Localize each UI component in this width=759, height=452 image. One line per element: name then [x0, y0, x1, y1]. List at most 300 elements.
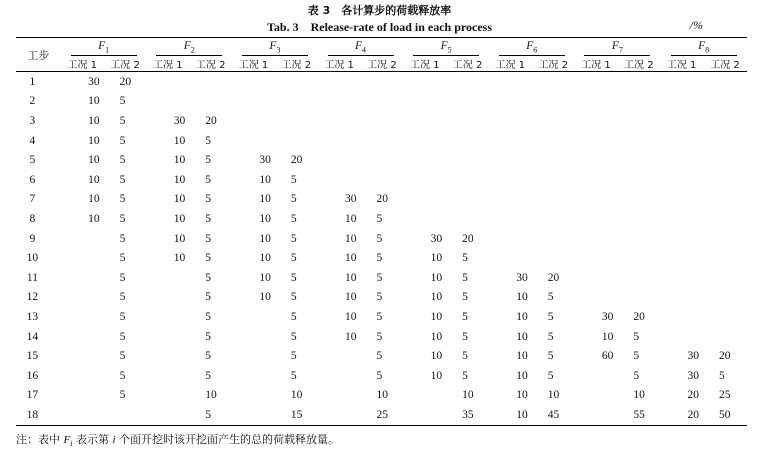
value-cell: 5: [119, 212, 126, 225]
value-cell: [232, 346, 275, 366]
value-cell: [318, 92, 361, 112]
value-cell: [275, 131, 318, 151]
value-cell: [146, 346, 189, 366]
value-cell: 20: [119, 75, 132, 88]
value-cell: 20: [719, 350, 731, 363]
group-header-f6: $F_6$: [489, 38, 575, 57]
value-cell: [660, 268, 703, 288]
value-cell: 20: [205, 114, 217, 127]
step-cell: 12: [26, 291, 39, 304]
value-cell: [489, 111, 532, 131]
value-cell: [446, 170, 489, 190]
step-cell: 17: [26, 389, 39, 402]
table-row: [16, 229, 747, 249]
value-cell: 10: [259, 252, 271, 265]
note-prefix: 注：表中: [16, 433, 64, 446]
value-cell: 10: [345, 271, 357, 284]
value-cell: [61, 405, 104, 425]
value-cell: [617, 72, 660, 92]
step-cell: 15: [26, 350, 39, 363]
value-cell: [232, 111, 275, 131]
value-cell: [146, 72, 189, 92]
value-cell: 5: [462, 271, 468, 284]
value-cell: [489, 190, 532, 210]
value-cell: 5: [290, 232, 297, 245]
value-cell: 10: [516, 389, 528, 402]
value-cell: 5: [290, 330, 297, 343]
value-cell: 5: [547, 330, 554, 343]
value-cell: [61, 307, 104, 327]
value-cell: 5: [376, 330, 383, 343]
value-cell: [575, 405, 618, 425]
step-cell: 13: [26, 310, 39, 323]
value-cell: 5: [205, 310, 212, 323]
value-cell: 5: [205, 350, 212, 363]
value-cell: 5: [119, 369, 126, 382]
value-cell: [575, 268, 618, 288]
value-cell: 10: [88, 134, 100, 147]
value-cell: [660, 209, 703, 229]
value-cell: 5: [376, 252, 383, 265]
value-cell: 10: [516, 350, 528, 363]
value-cell: [660, 229, 703, 249]
value-cell: [617, 111, 660, 131]
value-cell: 10: [516, 369, 528, 382]
step-cell: 5: [29, 154, 36, 167]
case-header-f2-1: 工况 1: [146, 56, 189, 72]
table-row: [16, 111, 747, 131]
value-cell: 20: [376, 193, 389, 206]
value-cell: 10: [173, 212, 186, 225]
value-cell: 10: [345, 252, 357, 265]
value-cell: [660, 131, 703, 151]
group-header-f5: $F_5$: [403, 38, 489, 57]
value-cell: [318, 366, 361, 386]
value-cell: 10: [516, 330, 528, 343]
table-row: [16, 72, 747, 92]
value-cell: [532, 131, 575, 151]
value-cell: [232, 72, 275, 92]
value-cell: 10: [489, 405, 532, 425]
value-cell: 5: [633, 350, 640, 363]
value-cell: 10: [259, 271, 271, 284]
value-cell: 5: [205, 193, 212, 206]
value-cell: 5: [290, 193, 297, 206]
value-cell: [275, 72, 318, 92]
value-cell: 10: [345, 310, 357, 323]
value-cell: [575, 72, 618, 92]
value-cell: [403, 405, 446, 425]
value-cell: 10: [259, 291, 271, 304]
value-cell: 5: [205, 154, 212, 167]
value-cell: [703, 170, 747, 190]
value-cell: 20: [462, 232, 474, 245]
value-cell: [403, 190, 446, 210]
value-cell: 30: [516, 271, 528, 284]
table-row: [16, 386, 747, 406]
value-cell: 5: [633, 330, 640, 343]
value-cell: 5: [547, 291, 554, 304]
table-row: [16, 170, 747, 190]
value-cell: [703, 190, 747, 210]
value-cell: 20: [687, 389, 700, 402]
value-cell: 5: [205, 271, 212, 284]
value-cell: [146, 327, 189, 347]
value-cell: [489, 170, 532, 190]
value-cell: [660, 307, 703, 327]
value-cell: 10: [633, 389, 645, 402]
value-cell: [575, 386, 618, 406]
value-cell: 30: [259, 154, 271, 167]
value-cell: [575, 288, 618, 308]
value-cell: [403, 131, 446, 151]
value-cell: [489, 209, 532, 229]
value-cell: 5: [119, 95, 126, 108]
value-cell: [318, 72, 361, 92]
value-cell: 10: [430, 291, 443, 304]
value-cell: 15: [275, 405, 318, 425]
group-header-f1: $F_1$: [61, 38, 147, 57]
value-cell: [446, 150, 489, 170]
value-cell: [232, 92, 275, 112]
value-cell: 5: [462, 252, 468, 265]
table-row: [16, 366, 747, 386]
group-header-f7: $F_7$: [575, 38, 661, 57]
table-row: [16, 307, 747, 327]
value-cell: [318, 131, 361, 151]
release-rate-table: [16, 37, 747, 426]
value-cell: [489, 248, 532, 268]
group-header-f4: $F_4$: [318, 38, 404, 57]
value-cell: 5: [547, 369, 554, 382]
value-cell: [532, 229, 575, 249]
value-cell: [61, 386, 104, 406]
value-cell: [146, 366, 189, 386]
value-cell: [575, 366, 618, 386]
group-header-f3: $F_3$: [232, 38, 318, 57]
value-cell: [232, 386, 275, 406]
value-cell: [617, 170, 660, 190]
value-cell: [703, 248, 747, 268]
value-cell: [446, 72, 489, 92]
table-row: [16, 248, 747, 268]
value-cell: [575, 248, 618, 268]
value-cell: 30: [687, 369, 700, 382]
value-cell: 5: [119, 330, 126, 343]
value-cell: [489, 150, 532, 170]
value-cell: 30: [88, 75, 100, 88]
value-cell: [446, 111, 489, 131]
value-cell: 50: [703, 405, 747, 425]
value-cell: [617, 209, 660, 229]
value-cell: 10: [376, 389, 389, 402]
value-cell: [361, 111, 404, 131]
case-header-f3-1: 工况 1: [232, 56, 275, 72]
value-cell: [532, 170, 575, 190]
unit-label: /%: [689, 18, 703, 32]
value-cell: [318, 405, 361, 425]
value-cell: [489, 92, 532, 112]
value-cell: 5: [376, 212, 383, 225]
value-cell: [61, 248, 104, 268]
value-cell: [575, 170, 618, 190]
value-cell: [146, 307, 189, 327]
value-cell: 10: [345, 330, 357, 343]
value-cell: 5: [119, 193, 126, 206]
value-cell: 10: [259, 173, 271, 186]
note-symbol: $F_i$: [63, 434, 73, 449]
value-cell: 5: [290, 291, 297, 304]
value-cell: 5: [205, 134, 212, 147]
value-cell: [532, 111, 575, 131]
step-cell: 6: [29, 173, 36, 186]
value-cell: [703, 209, 747, 229]
value-cell: [617, 150, 660, 170]
value-cell: [189, 92, 232, 112]
value-cell: [532, 72, 575, 92]
value-cell: 5: [119, 114, 126, 127]
value-cell: [703, 268, 747, 288]
value-cell: [146, 288, 189, 308]
value-cell: [189, 72, 232, 92]
value-cell: 10: [547, 389, 560, 402]
value-cell: [446, 131, 489, 151]
value-cell: 10: [259, 232, 271, 245]
value-cell: [703, 229, 747, 249]
value-cell: 5: [290, 212, 297, 225]
value-cell: [403, 111, 446, 131]
value-cell: [403, 92, 446, 112]
value-cell: 10: [173, 134, 186, 147]
value-cell: [703, 72, 747, 92]
value-cell: 10: [173, 232, 186, 245]
value-cell: [660, 248, 703, 268]
value-cell: 5: [462, 310, 468, 323]
value-cell: 10: [345, 232, 357, 245]
value-cell: [660, 150, 703, 170]
table-row: [16, 209, 747, 229]
value-cell: [617, 131, 660, 151]
value-cell: 10: [430, 271, 443, 284]
value-cell: [575, 150, 618, 170]
value-cell: 5: [462, 350, 468, 363]
value-cell: 10: [205, 389, 217, 402]
value-cell: 35: [446, 405, 489, 425]
value-cell: [318, 386, 361, 406]
value-cell: [61, 366, 104, 386]
table-body: [16, 72, 747, 426]
value-cell: [660, 92, 703, 112]
value-cell: 10: [430, 252, 443, 265]
value-cell: 5: [119, 154, 126, 167]
value-cell: [703, 150, 747, 170]
value-cell: 5: [376, 310, 383, 323]
table-title-cn: 表 3 各计算步的荷载释放率: [307, 4, 452, 17]
value-cell: [703, 111, 747, 131]
value-cell: 5: [205, 291, 212, 304]
value-cell: [446, 92, 489, 112]
value-cell: 30: [173, 114, 186, 127]
value-cell: 10: [173, 173, 186, 186]
value-cell: [361, 170, 404, 190]
value-cell: 5: [119, 232, 126, 245]
value-cell: 5: [205, 330, 212, 343]
value-cell: 5: [205, 232, 212, 245]
case-header-f4-2: 工况 2: [361, 56, 404, 72]
value-cell: 10: [88, 154, 100, 167]
value-cell: [232, 327, 275, 347]
value-cell: 10: [173, 252, 186, 265]
step-cell: 10: [26, 252, 39, 265]
table-header: [16, 38, 747, 72]
case-header-f6-2: 工况 2: [532, 56, 575, 72]
value-cell: 5: [205, 173, 212, 186]
value-cell: 10: [173, 154, 186, 167]
value-cell: 10: [462, 389, 474, 402]
value-cell: [275, 92, 318, 112]
case-header-f1-2: 工况 2: [104, 56, 147, 72]
table-row: [16, 131, 747, 151]
value-cell: [275, 111, 318, 131]
value-cell: [660, 170, 703, 190]
value-cell: [232, 131, 275, 151]
value-cell: 5: [290, 173, 297, 186]
value-cell: [532, 190, 575, 210]
value-cell: 5: [376, 350, 383, 363]
value-cell: 20: [290, 154, 303, 167]
value-cell: 10: [88, 173, 100, 186]
value-cell: 10: [601, 330, 614, 343]
value-cell: [232, 307, 275, 327]
value-cell: 10: [88, 114, 100, 127]
table-row: [16, 190, 747, 210]
case-header-f7-1: 工况 1: [575, 56, 618, 72]
value-cell: 25: [719, 389, 731, 402]
value-cell: 10: [345, 291, 357, 304]
value-cell: 5: [290, 350, 297, 363]
value-cell: 5: [376, 232, 383, 245]
table-row: [16, 288, 747, 308]
value-cell: [232, 405, 275, 425]
case-header-f4-1: 工况 1: [318, 56, 361, 72]
value-cell: 5: [290, 369, 297, 382]
value-cell: 10: [430, 330, 443, 343]
value-cell: 5: [633, 369, 640, 382]
value-cell: 10: [345, 212, 357, 225]
value-cell: [575, 131, 618, 151]
value-cell: 5: [290, 252, 297, 265]
case-header-f1-1: 工况 1: [61, 56, 104, 72]
step-cell: 4: [29, 134, 36, 147]
value-cell: 30: [601, 310, 614, 323]
value-cell: 5: [376, 291, 383, 304]
case-header-f7-2: 工况 2: [617, 56, 660, 72]
step-cell: 14: [26, 330, 39, 343]
value-cell: 5: [119, 350, 126, 363]
value-cell: 5: [189, 405, 232, 425]
step-cell: 16: [26, 369, 39, 382]
value-cell: [361, 72, 404, 92]
value-cell: 10: [173, 193, 186, 206]
value-cell: 10: [430, 369, 443, 382]
step-column-header: 工步: [16, 38, 61, 72]
value-cell: 5: [547, 310, 554, 323]
value-cell: 5: [376, 369, 383, 382]
value-cell: [489, 72, 532, 92]
case-header-f6-1: 工况 1: [489, 56, 532, 72]
step-cell: 1: [29, 75, 36, 88]
value-cell: [532, 150, 575, 170]
value-cell: 20: [633, 310, 645, 323]
value-cell: 20: [547, 271, 560, 284]
value-cell: [61, 346, 104, 366]
note-index: i: [112, 434, 116, 446]
value-cell: [403, 386, 446, 406]
case-header-f5-1: 工况 1: [403, 56, 446, 72]
value-cell: [617, 248, 660, 268]
step-cell: 11: [26, 271, 38, 284]
value-cell: [361, 92, 404, 112]
value-cell: [61, 268, 104, 288]
value-cell: [703, 92, 747, 112]
value-cell: [403, 72, 446, 92]
value-cell: 25: [361, 405, 404, 425]
value-cell: [232, 366, 275, 386]
value-cell: [660, 190, 703, 210]
value-cell: [61, 288, 104, 308]
value-cell: 10: [88, 212, 100, 225]
value-cell: [703, 327, 747, 347]
case-header-f5-2: 工况 2: [446, 56, 489, 72]
value-cell: [489, 229, 532, 249]
value-cell: [575, 92, 618, 112]
case-header-f8-1: 工况 1: [660, 56, 703, 72]
value-cell: [318, 150, 361, 170]
value-cell: 5: [119, 173, 126, 186]
value-cell: 5: [376, 271, 383, 284]
value-cell: 5: [462, 369, 468, 382]
value-cell: [61, 327, 104, 347]
case-header-f8-2: 工况 2: [703, 56, 747, 72]
step-cell: 2: [29, 95, 36, 108]
value-cell: 5: [462, 291, 468, 304]
value-cell: [489, 131, 532, 151]
value-cell: [446, 190, 489, 210]
step-cell: 9: [29, 232, 36, 245]
value-cell: [575, 190, 618, 210]
value-cell: [617, 92, 660, 112]
table-title-en: Tab. 3 Release-rate of load in each process: [267, 20, 492, 34]
value-cell: [617, 268, 660, 288]
note-middle: 表示第: [72, 433, 113, 446]
value-cell: [403, 170, 446, 190]
value-cell: [146, 268, 189, 288]
value-cell: 10: [290, 389, 303, 402]
value-cell: 5: [119, 134, 126, 147]
value-cell: 5: [205, 252, 212, 265]
value-cell: 5: [119, 310, 126, 323]
step-cell: 3: [29, 114, 36, 127]
value-cell: 5: [205, 369, 212, 382]
value-cell: [532, 92, 575, 112]
value-cell: 5: [290, 310, 297, 323]
value-cell: [403, 209, 446, 229]
value-cell: 10: [430, 350, 443, 363]
group-header-f2: $F_2$: [146, 38, 232, 57]
value-cell: [617, 190, 660, 210]
value-cell: [61, 229, 104, 249]
value-cell: [532, 248, 575, 268]
